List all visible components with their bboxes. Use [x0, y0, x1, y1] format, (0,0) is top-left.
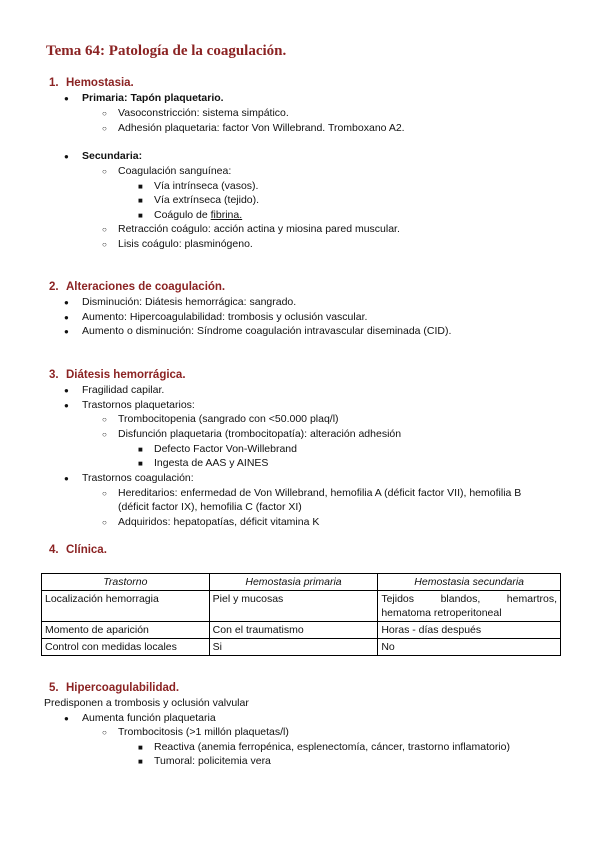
- list-item: Tumoral: policitemia vera: [154, 755, 271, 767]
- list-item: Trastornos plaquetarios:: [82, 399, 195, 411]
- section-number: 5.: [49, 682, 59, 694]
- section-title: Clínica.: [66, 544, 107, 556]
- bullet-square-icon: [138, 180, 143, 194]
- bullet-square-icon: [138, 741, 143, 755]
- section-title: Hemostasia.: [66, 77, 134, 89]
- list-item: Disminución: Diátesis hemorrágica: sangrado.: [82, 296, 297, 308]
- table-cell: Momento de aparición: [42, 622, 210, 639]
- bullet-square-icon: [138, 457, 143, 471]
- table-cell: No: [378, 639, 561, 656]
- list-item: [154, 208, 242, 222]
- text-fragment: Coágulo de: [154, 209, 211, 221]
- bullet-disc-icon: [64, 384, 69, 398]
- section-3-heading: [49, 369, 186, 381]
- bullet-circle-icon: [102, 122, 107, 136]
- list-item: Primaria: Tapón plaquetario.: [82, 92, 224, 104]
- bullet-disc-icon: [64, 150, 69, 164]
- list-item: Aumento o disminución: Síndrome coagulación intravascular diseminada (CID).: [82, 325, 452, 337]
- bullet-square-icon: [138, 194, 143, 208]
- list-item: Trombocitosis (>1 millón plaquetas/l): [118, 726, 289, 738]
- list-item: Trastornos coagulación:: [82, 472, 194, 484]
- list-item: Defecto Factor Von-Willebrand: [154, 443, 297, 455]
- bullet-circle-icon: [102, 428, 107, 442]
- table-cell: Piel y mucosas: [209, 591, 378, 622]
- bullet-circle-icon: [102, 238, 107, 252]
- table-header-row: [42, 574, 561, 591]
- bullet-circle-icon: [102, 516, 107, 530]
- table-header: Hemostasia primaria: [209, 574, 378, 591]
- table-row: [42, 639, 561, 656]
- bullet-circle-icon: [102, 487, 107, 501]
- list-item: Fragilidad capilar.: [82, 384, 165, 396]
- section-4-heading: [49, 544, 107, 556]
- list-item: Adquiridos: hepatopatías, déficit vitamina K: [118, 516, 320, 528]
- bullet-circle-icon: [102, 107, 107, 121]
- bullet-square-icon: [138, 755, 143, 769]
- list-item: Disfunción plaquetaria (trombocitopatía): alteración adhesión: [118, 428, 402, 440]
- table-row: [42, 622, 561, 639]
- list-item: Reactiva (anemia ferropénica, esplenectomía, cáncer, trastorno inflamatorio): [154, 741, 511, 753]
- page-title: Tema 64: Patología de la coagulación.: [46, 43, 287, 59]
- table-cell: Localización hemorragia: [42, 591, 210, 622]
- bullet-disc-icon: [64, 311, 69, 325]
- table-cell: Si: [209, 639, 378, 656]
- bullet-circle-icon: [102, 165, 107, 179]
- list-item: Aumenta función plaquetaria: [82, 712, 216, 724]
- section-number: 4.: [49, 544, 59, 556]
- clinica-table: [41, 573, 561, 656]
- list-item: Aumento: Hipercoagulabilidad: trombosis y oclusión vascular.: [82, 311, 368, 323]
- list-item: Ingesta de AAS y AINES: [154, 457, 269, 469]
- section-number: 2.: [49, 281, 59, 293]
- section-1-heading: [49, 77, 134, 89]
- list-item: Vasoconstricción: sistema simpático.: [118, 107, 289, 119]
- list-item: Hereditarios: enfermedad de Von Willebrand, hemofilia A (déficit factor VII), hemofilia B: [118, 487, 522, 499]
- list-item: Vía extrínseca (tejido).: [154, 194, 260, 206]
- table-cell: Horas - días después: [378, 622, 561, 639]
- section-title: Hipercoagulabilidad.: [66, 682, 180, 694]
- list-item: Trombocitopenia (sangrado con <50.000 plaq/l): [118, 413, 339, 425]
- list-item-continuation: (déficit factor IX), hemofilia C (factor XI): [118, 501, 302, 513]
- underlined-term: fibrina.: [210, 209, 243, 221]
- bullet-disc-icon: [64, 296, 69, 310]
- table-header: Trastorno: [42, 574, 210, 591]
- list-item: Adhesión plaquetaria: factor Von Willebrand. Tromboxano A2.: [118, 122, 405, 134]
- table-cell: Control con medidas locales: [42, 639, 210, 656]
- bullet-circle-icon: [102, 223, 107, 237]
- bullet-circle-icon: [102, 413, 107, 427]
- bullet-circle-icon: [102, 726, 107, 740]
- table-cell: Con el traumatismo: [209, 622, 378, 639]
- section-title: Diátesis hemorrágica.: [66, 369, 186, 381]
- bullet-disc-icon: [64, 325, 69, 339]
- list-item: Retracción coágulo: acción actina y miosina pared muscular.: [118, 223, 400, 235]
- section-number: 3.: [49, 369, 59, 381]
- bullet-disc-icon: [64, 92, 69, 106]
- bullet-disc-icon: [64, 712, 69, 726]
- list-item: Coagulación sanguínea:: [118, 165, 232, 177]
- table-row: [42, 591, 561, 622]
- table-cell: Tejidos blandos, hemartros, hematoma retroperitoneal: [378, 591, 561, 622]
- bullet-disc-icon: [64, 399, 69, 413]
- list-item: Lisis coágulo: plasminógeno.: [118, 238, 253, 250]
- list-item: Vía intrínseca (vasos).: [154, 180, 259, 192]
- bullet-square-icon: [138, 443, 143, 457]
- section-2-heading: [49, 281, 225, 293]
- bullet-disc-icon: [64, 472, 69, 486]
- section-5-heading: [49, 682, 179, 694]
- section-number: 1.: [49, 77, 59, 89]
- section-title: Alteraciones de coagulación.: [66, 281, 226, 293]
- bullet-square-icon: [138, 209, 143, 223]
- table-header: Hemostasia secundaria: [378, 574, 561, 591]
- list-item: Secundaria:: [82, 150, 143, 162]
- paragraph: Predisponen a trombosis y oclusión valvular: [44, 697, 249, 709]
